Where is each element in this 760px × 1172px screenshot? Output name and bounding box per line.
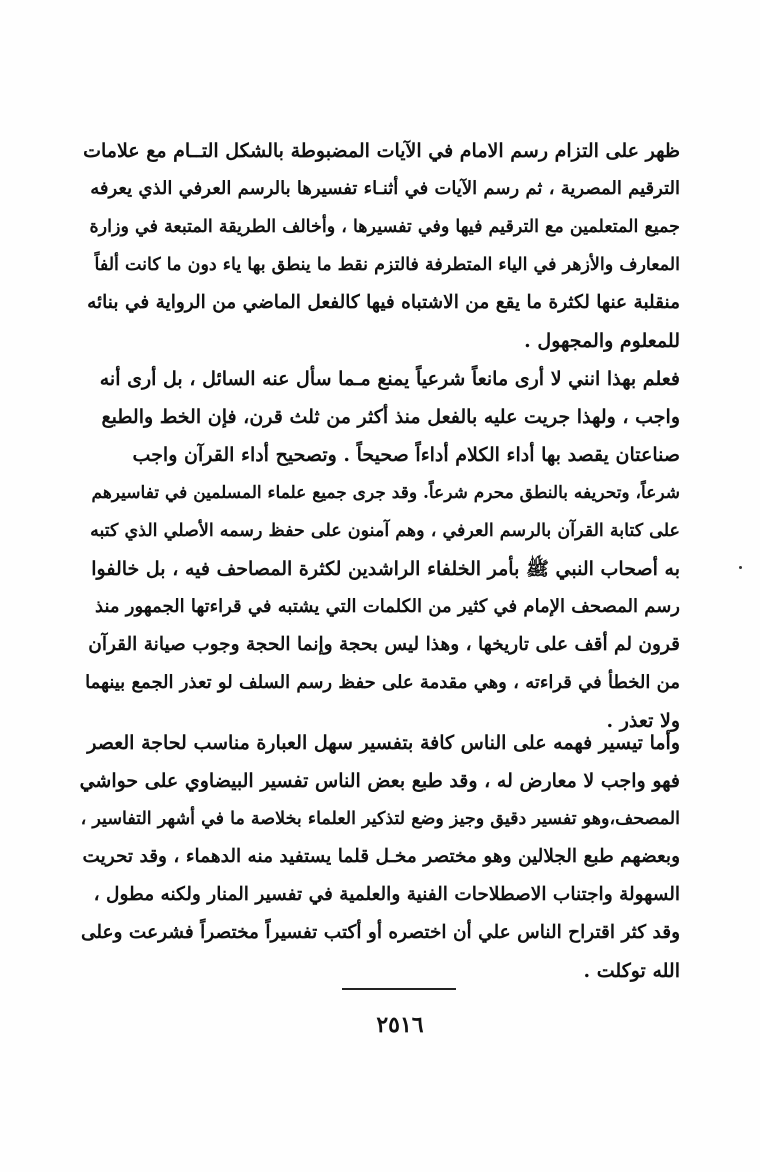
paragraph-line: شرعاً، وتحريفه بالنطق محرم شرعاً. وقد جرى جميع علماء المسلمين في تفاسيرهم [91,483,680,503]
paragraph-2 [80,360,680,740]
paragraph-line: السهولة واجتناب الاصطلاحات الفنية والعلمية في تفسير المنار ولكنه مطول ، [93,884,680,905]
paragraph-line: قرون لم أقف على تاريخها ، وهذا ليس بحجة وإنما الحجة وجوب صيانة القرآن [88,634,680,655]
paragraph-line: وأما تيسير فهمه على الناس كافة بتفسير سهل العبارة مناسب لحاجة العصر [87,732,680,754]
paragraph-line: به أصحاب النبي ﷺ بأمر الخلفاء الراشدين لكثرة المصاحف فيه ، بل خالفوا [91,558,680,580]
paragraph-line: منقلبة عنها لكثرة ما يقع من الاشتباه فيها كالفعل الماضي من الرواية في بنائه [87,292,680,313]
paragraph-line: ظهر على التزام رسم الامام في الآيات المضبوطة بالشكل التــام مع علامات [83,140,680,162]
paragraph-line: واجب ، ولهذا جريت عليه بالفعل منذ أكثر من ثلث قرن، فإن الخط والطبع [101,406,680,428]
paragraph-line: وبعضهم طبع الجلالين وهو مختصر مخـل قلما يستفيد منه الدهماء ، وقد تحريت [82,846,680,867]
paragraph-line: وقد كثر اقتراح الناس علي أن اختصره أو أكتب تفسيراً مختصراً فشرعت وعلى [80,922,680,943]
scan-speck [739,566,742,569]
paragraph-line: للمعلوم والمجهول . [524,330,680,352]
paragraph-line: ولا تعذر . [606,710,680,732]
page-number: ٢٥١٦ [376,1012,424,1038]
paragraph-line: المعارف والأزهر في الياء المتطرفة فالتزم نقط ما ينطق بها ياء دون ما كانت ألفاً [94,255,680,275]
paragraph-line: فهو واجب لا معارض له ، وقد طبع بعض الناس تفسير البيضاوي على حواشي [80,770,680,792]
paragraph-line: رسم المصحف الإمام في كثير من الكلمات التي يشتبه في قراءتها الجمهور منذ [95,596,680,617]
paragraph-line: صناعتان يقصد بها أداء الكلام أداءاً صحيحاً . وتصحيح أداء القرآن واجب [132,444,680,466]
paragraph-line: المصحف،وهو تفسير دقيق وجيز وضع لتذكير العلماء بخلاصة ما في أشهر التفاسير ، [80,809,680,829]
paragraph-line: الله توكلت . [583,960,680,982]
paragraph-line: على كتابة القرآن بالرسم العرفي ، وهم آمنون على حفظ رسمه الأصلي الذي كتبه [90,521,680,541]
paragraph-line: الترقيم المصرية ، ثم رسم الآيات في أثنـاء تفسيرها بالرسم العرفي الذي يعرفه [90,178,680,199]
paragraph-3 [80,724,680,990]
paragraph-line: من الخطأ في قراءته ، وهي مقدمة على حفظ رسم السلف لو تعذر الجمع بينهما [85,672,680,693]
paragraph-line: جميع المتعلمين مع الترقيم فيها وفي تفسيرها ، وأخالف الطريقة المتبعة في وزارة [89,217,680,237]
footer-divider [342,988,456,990]
paragraph-1 [80,132,680,360]
paragraph-line: فعلم بهذا انني لا أرى مانعاً شرعياً يمنع مـما سأل عنه السائل ، بل أرى أنه [99,368,680,390]
